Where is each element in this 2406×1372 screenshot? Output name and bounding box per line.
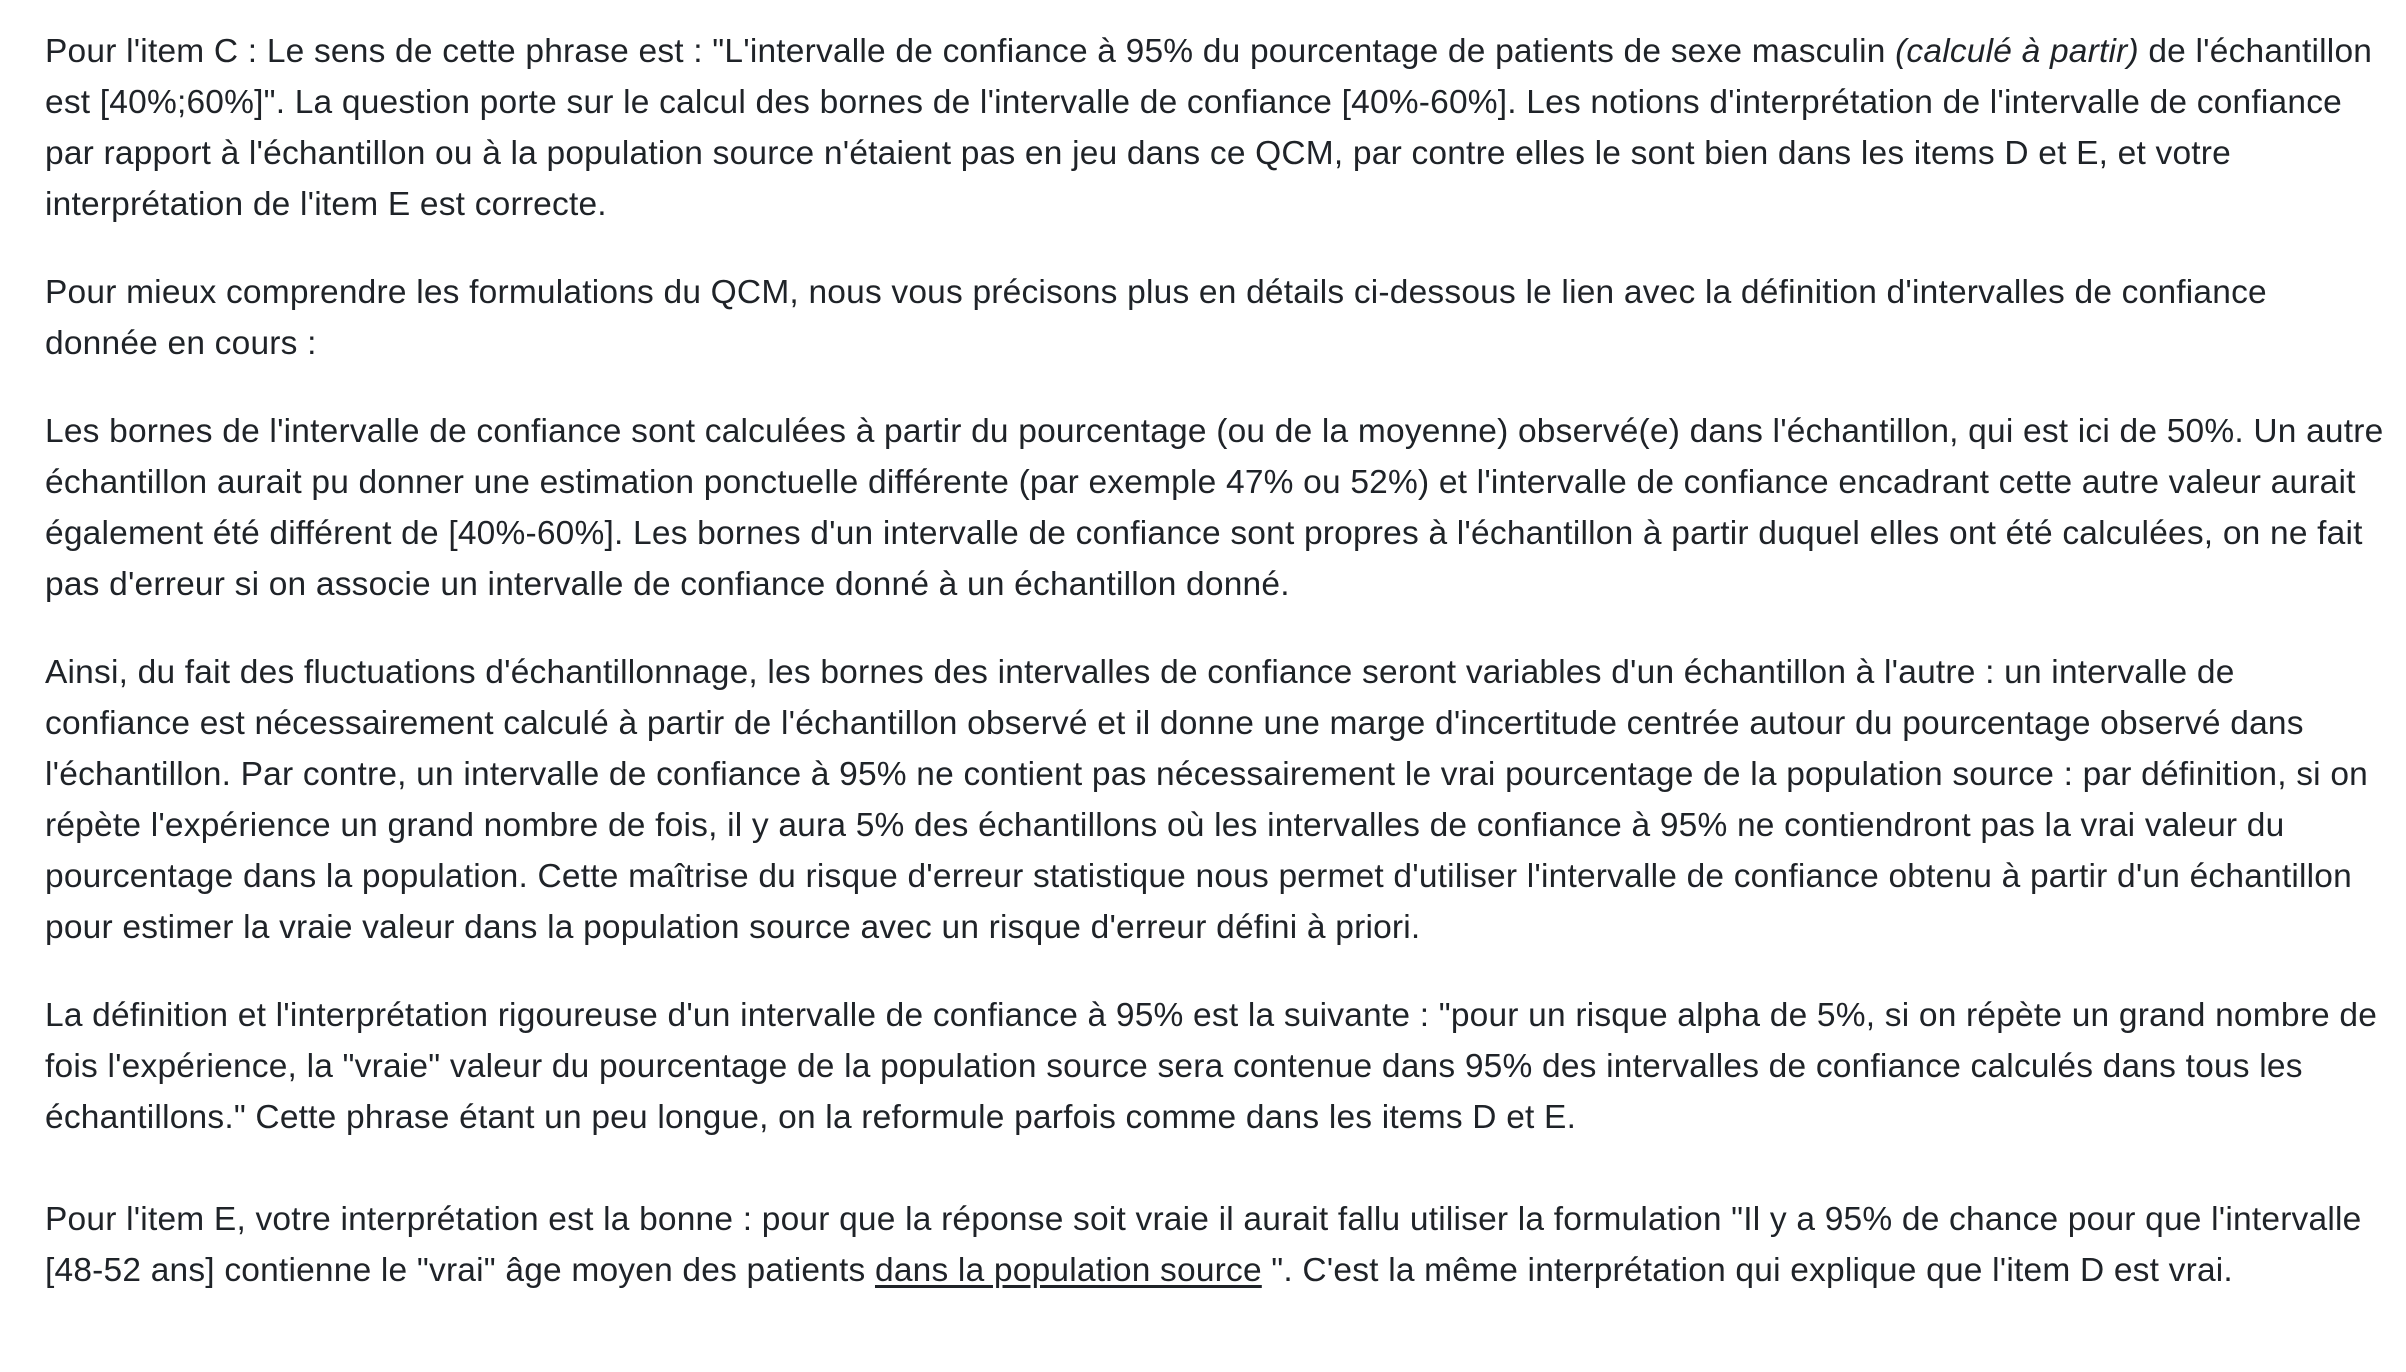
paragraph-item-e-text-start: Pour l'item E, votre interprétation est la bonne : pour que la réponse soit vraie il aurait fallu utiliser la formulation "Il y a 95% de chance pour que l'intervalle [48-52 ans] contienne le "vrai" âge moyen des patients: [45, 1201, 2362, 1289]
paragraph-rigorous-definition: La définition et l'interprétation rigoureuse d'un intervalle de confiance à 95% est la suivante : "pour un risque alpha de 5%, si on répète un grand nombre de fois l'expérience, la "vraie" valeur du pourcentage de la population source sera contenue dans 95% des intervalles de confiance calculés dans tous les échantillons." Cette phrase étant un peu longue, on la reformule parfois comme dans les items D et E.: [45, 997, 2378, 1136]
underlined-phrase: dans la population source: [874, 1252, 1262, 1289]
paragraph-item-c-text-end: de l'échantillon est [40%;60%]". La question porte sur le calcul des bornes de l'intervalle de confiance [40%-60%]. Les notions d'interprétation de l'intervalle de confiance par rapport à l'échantillon ou à la population source n'étaient pas en jeu dans ce QCM, par contre elles le sont bien dans les items D et E, et votre interprétation de l'item E est correcte.: [45, 33, 2373, 223]
paragraph-item-e: [45, 1194, 2385, 1296]
paragraph-intro-definition: Pour mieux comprendre les formulations du QCM, nous vous précisons plus en détails ci-dessous le lien avec la définition d'intervalles de confiance donnée en cours :: [45, 274, 2267, 362]
message-body: [45, 26, 2385, 1296]
paragraph-item-e-text-end: ". C'est la même interprétation qui explique que l'item D est vrai.: [1261, 1252, 2233, 1289]
paragraph-item-c-text-start: Pour l'item C : Le sens de cette phrase est : "L'intervalle de confiance à 95% du pourcentage de patients de sexe masculin: [45, 33, 1896, 70]
paragraph-item-c: [45, 26, 2385, 230]
paragraph-fluctuations: Ainsi, du fait des fluctuations d'échantillonnage, les bornes des intervalles de confiance seront variables d'un échantillon à l'autre : un intervalle de confiance est nécessairement calculé à partir de l'échantillon observé et il donne une marge d'incertitude centrée autour du pourcentage observé dans l'échantillon. Par contre, un intervalle de confiance à 95% ne contient pas nécessairement le vrai pourcentage de la population source : par définition, si on répète l'expérience un grand nombre de fois, il y aura 5% des échantillons où les intervalles de confiance à 95% ne contiendront pas la vrai valeur du pourcentage dans la population. Cette maîtrise du risque d'erreur statistique nous permet d'utiliser l'intervalle de confiance obtenu à partir d'un échantillon pour estimer la vraie valeur dans la population source avec un risque d'erreur défini à priori.: [45, 654, 2368, 946]
italic-phrase: (calculé à partir): [1895, 33, 2139, 70]
paragraph-bounds: Les bornes de l'intervalle de confiance sont calculées à partir du pourcentage (ou de la moyenne) observé(e) dans l'échantillon, qui est ici de 50%. Un autre échantillon aurait pu donner une estimation ponctuelle différente (par exemple 47% ou 52%) et l'intervalle de confiance encadrant cette autre valeur aurait également été différent de [40%-60%]. Les bornes d'un intervalle de confiance sont propres à l'échantillon à partir duquel elles ont été calculées, on ne fait pas d'erreur si on associe un intervalle de confiance donné à un échantillon donné.: [45, 413, 2384, 603]
